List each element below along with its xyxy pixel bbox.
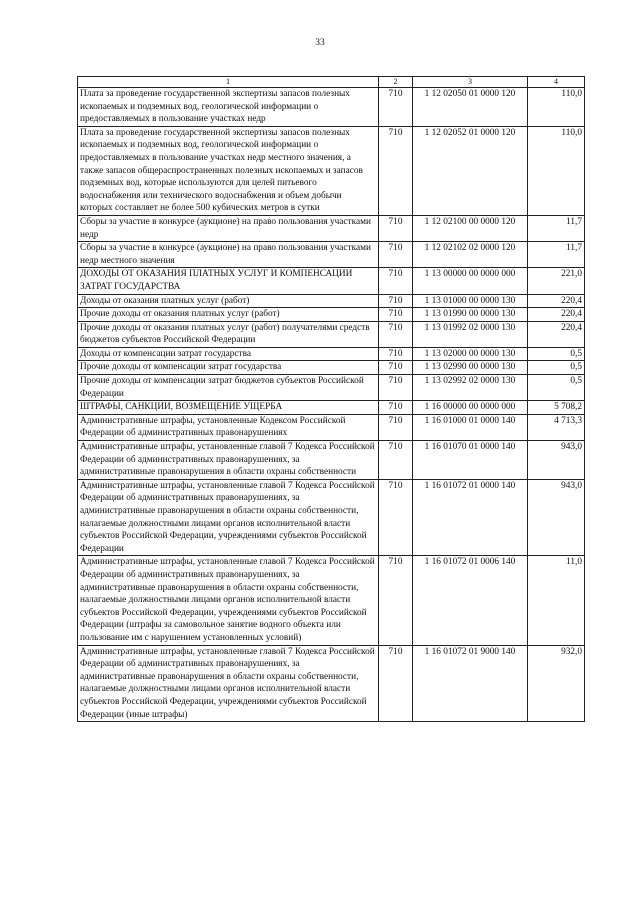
row-kbk-cell: 1 12 02050 01 0000 120 — [413, 88, 528, 127]
row-code-cell: 710 — [379, 215, 413, 241]
row-kbk-cell: 1 13 01000 00 0000 130 — [413, 294, 528, 308]
row-kbk-cell: 1 16 01000 01 0000 140 — [413, 414, 528, 440]
table-header-row — [78, 77, 585, 88]
row-sum-cell: 220,4 — [528, 294, 585, 308]
row-kbk-cell: 1 16 00000 00 0000 000 — [413, 401, 528, 415]
row-kbk-cell: 1 13 02992 02 0000 130 — [413, 375, 528, 401]
row-code-cell: 710 — [379, 375, 413, 401]
row-sum-cell: 11,7 — [528, 242, 585, 268]
row-name-cell: ДОХОДЫ ОТ ОКАЗАНИЯ ПЛАТНЫХ УСЛУГ И КОМПЕНСАЦИИ ЗАТРАТ ГОСУДАРСТВА — [78, 268, 379, 294]
table-row — [78, 645, 585, 722]
row-sum-cell: 110,0 — [528, 126, 585, 215]
table-row — [78, 88, 585, 127]
table-row — [78, 242, 585, 268]
row-code-cell: 710 — [379, 308, 413, 322]
row-name-cell: ШТРАФЫ, САНКЦИИ, ВОЗМЕЩЕНИЕ УЩЕРБА — [78, 401, 379, 415]
row-name-cell: Административные штрафы, установленные главой 7 Кодекса Российской Федерации об административных правонарушениях, за административные правонарушения в области охраны собственности, налагаемые должностными лицами органов исполнительной власти субъектов Российской Федерации, учреждениями субъектов Российской Федерации (штрафы за самовольное занятие водного объекта или пользование им с нарушением установленных условий) — [78, 556, 379, 645]
table-row — [78, 347, 585, 361]
row-code-cell: 710 — [379, 294, 413, 308]
row-sum-cell: 110,0 — [528, 88, 585, 127]
row-name-cell: Плата за проведение государственной экспертизы запасов полезных ископаемых и подземных вод, геологической информации о предоставляемых в пользование участках недр местного значения, а также запасов общераспространенных полезных ископаемых и запасов подземных вод, которые используются для целей питьевого водоснабжения или технического водоснабжения и объем добычи которых составляет не более 500 кубических метров в сутки — [78, 126, 379, 215]
row-kbk-cell: 1 13 02990 00 0000 130 — [413, 361, 528, 375]
row-name-cell: Административные штрафы, установленные главой 7 Кодекса Российской Федерации об административных правонарушениях, за административные правонарушения в области охраны собственности, налагаемые должностными лицами органов исполнительной власти субъектов Российской Федерации, учреждениями субъектов Российской Федерации — [78, 479, 379, 556]
row-kbk-cell: 1 12 02102 02 0000 120 — [413, 242, 528, 268]
row-name-cell: Административные штрафы, установленные Кодексом Российской Федерации об административных правонарушениях — [78, 414, 379, 440]
row-sum-cell: 11,0 — [528, 556, 585, 645]
row-sum-cell: 11,7 — [528, 215, 585, 241]
budget-revenue-table — [77, 76, 585, 722]
column-header-4: 4 — [528, 77, 585, 88]
table-row — [78, 126, 585, 215]
row-kbk-cell: 1 13 01992 02 0000 130 — [413, 321, 528, 347]
row-code-cell: 710 — [379, 361, 413, 375]
page-number: 33 — [315, 38, 325, 48]
row-sum-cell: 221,0 — [528, 268, 585, 294]
row-sum-cell: 220,4 — [528, 321, 585, 347]
row-kbk-cell: 1 13 01990 00 0000 130 — [413, 308, 528, 322]
row-code-cell: 710 — [379, 268, 413, 294]
row-name-cell: Прочие доходы от оказания платных услуг (работ) — [78, 308, 379, 322]
row-code-cell: 710 — [379, 347, 413, 361]
table-row — [78, 215, 585, 241]
row-sum-cell: 0,5 — [528, 347, 585, 361]
row-name-cell: Административные штрафы, установленные главой 7 Кодекса Российской Федерации об административных правонарушениях, за административные правонарушения в области охраны собственности, налагаемые должностными лицами органов исполнительной власти субъектов Российской Федерации, учреждениями субъектов Российской Федерации (иные штрафы) — [78, 645, 379, 722]
row-kbk-cell: 1 12 02100 00 0000 120 — [413, 215, 528, 241]
row-kbk-cell: 1 16 01072 01 9000 140 — [413, 645, 528, 722]
row-code-cell: 710 — [379, 126, 413, 215]
row-name-cell: Сборы за участие в конкурсе (аукционе) на право пользования участками недр — [78, 215, 379, 241]
table-row — [78, 308, 585, 322]
row-sum-cell: 0,5 — [528, 375, 585, 401]
row-sum-cell: 0,5 — [528, 361, 585, 375]
row-sum-cell: 943,0 — [528, 479, 585, 556]
row-name-cell: Прочие доходы от компенсации затрат бюджетов субъектов Российской Федерации — [78, 375, 379, 401]
row-name-cell: Доходы от компенсации затрат государства — [78, 347, 379, 361]
table-row — [78, 556, 585, 645]
row-code-cell: 710 — [379, 441, 413, 480]
row-code-cell: 710 — [379, 645, 413, 722]
row-code-cell: 710 — [379, 414, 413, 440]
table-row — [78, 401, 585, 415]
row-kbk-cell: 1 13 02000 00 0000 130 — [413, 347, 528, 361]
row-code-cell: 710 — [379, 401, 413, 415]
row-name-cell: Сборы за участие в конкурсе (аукционе) на право пользования участками недр местного значения — [78, 242, 379, 268]
row-name-cell: Административные штрафы, установленные главой 7 Кодекса Российской Федерации об административных правонарушениях, за административные правонарушения в области охраны собственности — [78, 441, 379, 480]
row-name-cell: Прочие доходы от компенсации затрат государства — [78, 361, 379, 375]
column-header-3: 3 — [413, 77, 528, 88]
row-sum-cell: 943,0 — [528, 441, 585, 480]
row-name-cell: Прочие доходы от оказания платных услуг (работ) получателями средств бюджетов субъектов Российской Федерации — [78, 321, 379, 347]
row-code-cell: 710 — [379, 321, 413, 347]
table-row — [78, 479, 585, 556]
table-row — [78, 294, 585, 308]
row-kbk-cell: 1 16 01072 01 0006 140 — [413, 556, 528, 645]
row-name-cell: Плата за проведение государственной экспертизы запасов полезных ископаемых и подземных вод, геологической информации о предоставляемых в пользование участках недр — [78, 88, 379, 127]
row-kbk-cell: 1 12 02052 01 0000 120 — [413, 126, 528, 215]
row-code-cell: 710 — [379, 479, 413, 556]
row-code-cell: 710 — [379, 556, 413, 645]
table-row — [78, 361, 585, 375]
row-kbk-cell: 1 13 00000 00 0000 000 — [413, 268, 528, 294]
table-row — [78, 441, 585, 480]
row-name-cell: Доходы от оказания платных услуг (работ) — [78, 294, 379, 308]
row-sum-cell: 5 708,2 — [528, 401, 585, 415]
column-header-1: 1 — [78, 77, 379, 88]
row-kbk-cell: 1 16 01070 01 0000 140 — [413, 441, 528, 480]
row-sum-cell: 4 713,3 — [528, 414, 585, 440]
column-header-2: 2 — [379, 77, 413, 88]
row-sum-cell: 932,0 — [528, 645, 585, 722]
table-row — [78, 414, 585, 440]
row-code-cell: 710 — [379, 88, 413, 127]
table-row — [78, 321, 585, 347]
table-row — [78, 268, 585, 294]
row-sum-cell: 220,4 — [528, 308, 585, 322]
table-row — [78, 375, 585, 401]
row-kbk-cell: 1 16 01072 01 0000 140 — [413, 479, 528, 556]
row-code-cell: 710 — [379, 242, 413, 268]
